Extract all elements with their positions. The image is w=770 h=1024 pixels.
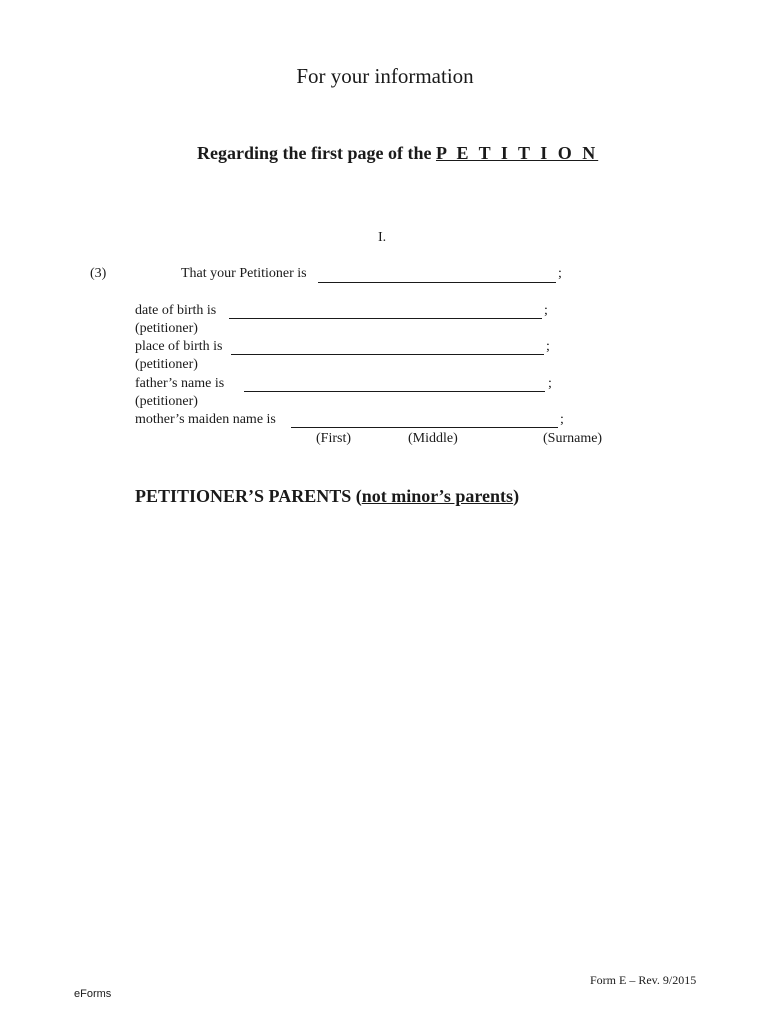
page-title: For your information — [296, 64, 474, 88]
place-of-birth-note: (petitioner) — [135, 357, 198, 372]
name-part-middle: (Middle) — [408, 431, 458, 446]
date-of-birth-label: date of birth is — [135, 303, 217, 318]
petitioner-label: That your Petitioner is — [181, 266, 307, 281]
subtitle-petition-word: P E T I T I O N — [435, 143, 599, 163]
form-revision: Form E – Rev. 9/2015 — [590, 973, 697, 987]
fathers-name-terminator: ; — [548, 376, 552, 391]
fathers-name-label: father’s name is — [135, 376, 225, 391]
fathers-name-field[interactable] — [244, 391, 545, 392]
page-subtitle — [197, 143, 598, 164]
subtitle-prefix: Regarding the first page of the — [197, 143, 436, 163]
name-part-first: (First) — [316, 431, 351, 446]
eforms-brand: eForms — [74, 988, 112, 1000]
place-of-birth-field[interactable] — [231, 354, 544, 355]
place-of-birth-terminator: ; — [546, 339, 550, 354]
parents-heading-prefix: PETITIONER’S PARENTS ( — [135, 486, 362, 506]
petitioner-terminator: ; — [558, 266, 562, 281]
mothers-maiden-name-terminator: ; — [560, 412, 564, 427]
petitioner-name-field[interactable] — [318, 282, 556, 283]
place-of-birth-label: place of birth is — [135, 339, 223, 354]
mothers-maiden-name-field[interactable] — [291, 427, 558, 428]
parents-heading-underlined: not minor’s parents — [361, 486, 514, 506]
section-number: I. — [378, 230, 387, 245]
date-of-birth-terminator: ; — [544, 303, 548, 318]
mothers-maiden-name-label: mother’s maiden name is — [135, 412, 276, 427]
parents-heading — [135, 486, 519, 507]
name-part-surname: (Surname) — [543, 431, 603, 446]
date-of-birth-note: (petitioner) — [135, 321, 198, 336]
date-of-birth-field[interactable] — [229, 318, 542, 319]
item-number: (3) — [90, 266, 107, 281]
fathers-name-note: (petitioner) — [135, 394, 198, 409]
parents-heading-suffix: ) — [513, 486, 520, 506]
